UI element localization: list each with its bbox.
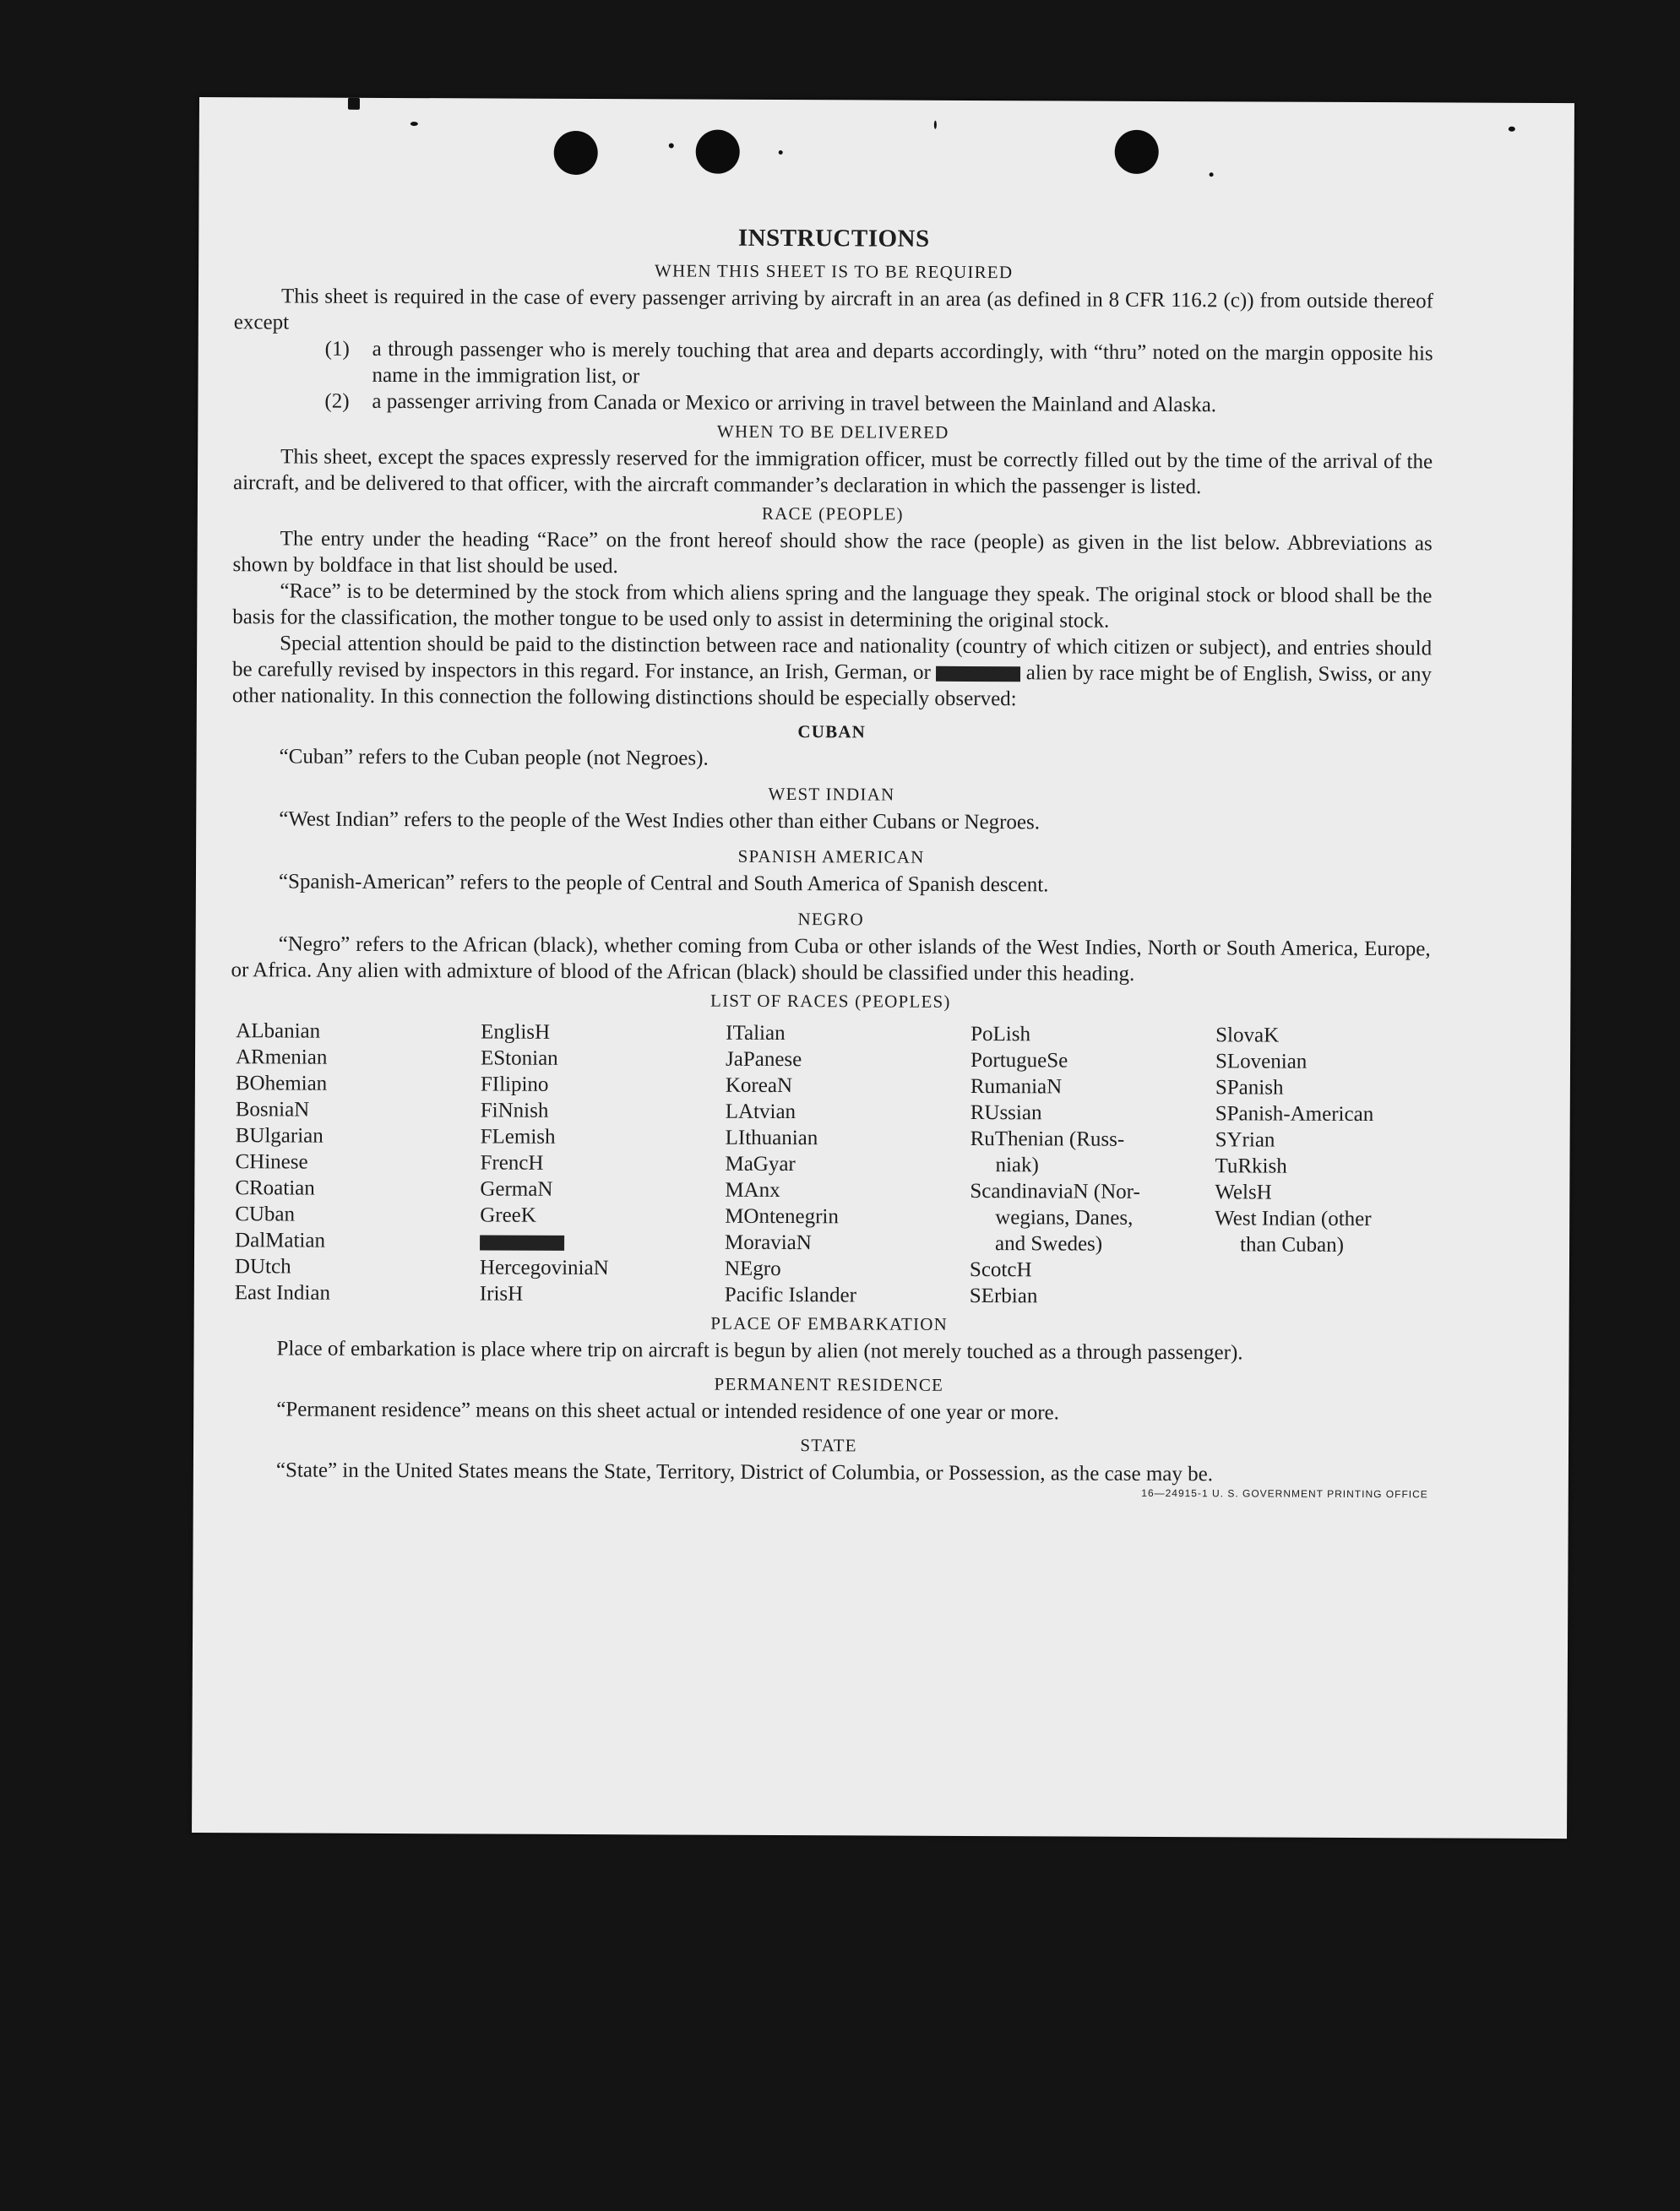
embarkation-text: Place of embarkation is place where trip on aircraft is begun by alien (not merely touched as a through passenger).: [276, 1337, 1243, 1365]
section-heading-state: STATE: [800, 1435, 857, 1456]
race-entry: JaPanese: [725, 1047, 802, 1072]
section-heading-residence: PERMANENT RESIDENCE: [714, 1373, 944, 1395]
race-entry: EStonian: [480, 1046, 558, 1070]
race-entry: CRoatian: [235, 1176, 315, 1200]
race-paragraph-3: [232, 630, 1432, 714]
race-entry-continued: wegians, Danes,: [995, 1206, 1134, 1230]
race-entry: GermaN: [480, 1177, 553, 1201]
race-entry: Pacific Islander: [724, 1283, 857, 1307]
race-entry-continued: than Cuban): [1240, 1233, 1345, 1257]
race-entry: FIlipino: [480, 1073, 549, 1096]
race-entry: ScotcH: [969, 1258, 1032, 1282]
races-column-2: [480, 1019, 726, 1307]
race-paragraph-2: “Race” is to be determined by the stock from which aliens spring and the language they speak. The original stock or blood shall be the basis for the classification, the mother tongue to be used only to assist in determining the original stock.: [232, 579, 1433, 633]
section-heading-cuban: CUBAN: [797, 721, 867, 742]
race-entry: IrisH: [479, 1282, 524, 1306]
race-entry-continued: niak): [995, 1154, 1039, 1177]
section-heading-delivered: WHEN TO BE DELIVERED: [716, 421, 949, 443]
item-number: (1): [324, 337, 350, 361]
speck: [934, 121, 937, 129]
print-code: 16—24915-1 U. S. GOVERNMENT PRINTING OFFICE: [1141, 1486, 1428, 1501]
section-heading-required: WHEN THIS SHEET IS TO BE REQUIRED: [654, 260, 1014, 283]
speck: [1509, 127, 1515, 132]
race-entry: BUlgarian: [235, 1124, 323, 1148]
instructions-content: [229, 222, 1434, 1503]
race-entry: PoLish: [970, 1022, 1031, 1046]
race-entry: FrencH: [480, 1151, 544, 1175]
race-entry: LAtvian: [725, 1100, 797, 1124]
race-entry: DUtch: [234, 1255, 291, 1279]
race-entry: WelsH: [1215, 1181, 1272, 1204]
section-heading-list-of-races: LIST OF RACES (PEOPLES): [710, 990, 951, 1012]
race-paragraph-3a: Special attention should be paid to the distinction between race and nationality (country of which citizen or subject), and entries should be carefully revised by inspectors in this regard. For instance, an Irish, German, or: [231, 632, 1433, 684]
races-list: [235, 1018, 1430, 1311]
race-entry: West Indian (other: [1215, 1207, 1372, 1231]
item-number: (2): [324, 389, 350, 413]
delivered-text: This sheet, except the spaces expressly reserved for the immigration officer, must be correctly filled out by the time of the arrival of the aircraft, and be delivered to that officer, with the aircraft commander’s declaration in which the passenger is listed.: [232, 445, 1433, 499]
speck: [348, 98, 360, 110]
west-indian-text: “West Indian” refers to the people of the West Indies other than either Cubans or Negroes.: [279, 807, 1041, 834]
races-column-5: [1215, 1022, 1460, 1311]
race-entry: SLovenian: [1215, 1050, 1308, 1073]
section-heading-embarkation: PLACE OF EMBARKATION: [710, 1312, 949, 1334]
race-entry: BOhemian: [235, 1072, 328, 1095]
section-heading-race: RACE (PEOPLE): [761, 502, 904, 524]
cuban-text: “Cuban” refers to the Cuban people (not Negroes).: [279, 745, 709, 770]
races-column-4: [970, 1021, 1215, 1310]
page-title: INSTRUCTIONS: [737, 224, 930, 253]
section-heading-negro: NEGRO: [797, 909, 864, 930]
item-text: a through passenger who is merely touching that area and departs accordingly, with “thru” noted on the margin opposite his name in the immigration list, or: [372, 337, 1433, 388]
race-entry: PortugueSe: [970, 1048, 1068, 1073]
race-entry: East Indian: [234, 1281, 331, 1305]
speck: [669, 143, 674, 148]
race-entry: BosniaN: [235, 1098, 310, 1122]
race-entry: SErbian: [969, 1284, 1038, 1308]
race-entry: MaGyar: [725, 1152, 796, 1176]
race-entry: MAnx: [725, 1178, 780, 1203]
redaction-mark: [480, 1236, 564, 1251]
document-sheet: [192, 97, 1574, 1839]
race-entry: RUssian: [970, 1100, 1042, 1125]
race-entry: MoraviaN: [725, 1230, 812, 1255]
item-text: a passenger arriving from Canada or Mexico or arriving in travel between the Mainland and Alaska.: [372, 389, 1217, 417]
section-heading-west-indian: WEST INDIAN: [768, 783, 895, 805]
section-heading-spanish-american: SPANISH AMERICAN: [737, 845, 925, 867]
race-paragraph-1: The entry under the heading “Race” on the front hereof should show the race (people) as given in the list below. Abbreviations as shown by boldface in that list should be used.: [232, 527, 1433, 579]
race-entry: HercegoviniaN: [479, 1256, 609, 1280]
punch-hole: [554, 131, 598, 175]
race-entry: ALbanian: [236, 1019, 321, 1043]
redaction-mark: [936, 666, 1020, 682]
punch-hole: [1115, 130, 1159, 174]
race-entry: CUban: [235, 1203, 296, 1226]
required-intro: This sheet is required in the case of every passenger arriving by aircraft in an area (as defined in 8 CFR 116.2 (c)) from outside thereof except: [233, 285, 1434, 334]
race-entry: SlovaK: [1215, 1024, 1280, 1047]
race-entry: FiNnish: [480, 1099, 549, 1122]
race-entry: CHinese: [235, 1150, 308, 1174]
races-column-1: [235, 1018, 481, 1306]
race-entry: GreeK: [480, 1203, 536, 1227]
race-entry: KoreaN: [725, 1073, 793, 1098]
race-entry: RuThenian (Russ-: [970, 1127, 1125, 1151]
exception-item-1: [324, 336, 1433, 394]
race-entry: RumaniaN: [970, 1074, 1063, 1099]
race-entry: FLemish: [480, 1125, 556, 1149]
punch-hole: [696, 130, 740, 174]
speck: [779, 150, 783, 155]
speck: [410, 122, 418, 126]
races-column-3: [725, 1020, 970, 1309]
residence-text: “Permanent residence” means on this sheet actual or intended residence of one year or more.: [276, 1398, 1059, 1425]
race-entry: ITalian: [726, 1021, 786, 1046]
exception-item-2: [324, 388, 1433, 420]
race-entry: NEgro: [724, 1257, 781, 1281]
state-text: “State” in the United States means the State, Territory, District of Columbia, or Possession, as the case may be.: [275, 1459, 1214, 1486]
negro-text: “Negro” refers to the African (black), whether coming from Cuba or other islands of the West Indies, North or South America, Europe, or Africa. Any alien with admixture of blood of the African (black) should be classified under this heading.: [231, 932, 1431, 986]
race-entry: ScandinaviaN (Nor-: [970, 1179, 1140, 1203]
race-entry: TuRkish: [1215, 1154, 1287, 1178]
race-entry: SPanish: [1215, 1076, 1284, 1100]
speck: [1210, 172, 1214, 177]
race-paragraph-3b: alien by race might be of English, Swiss, or any other nationality. In this connection the following distinctions should be especially observed:: [231, 661, 1433, 711]
race-entry: MOntenegrin: [725, 1204, 839, 1229]
race-entry-continued: and Swedes): [995, 1232, 1103, 1256]
race-entry: SPanish-American: [1215, 1102, 1374, 1127]
race-entry: SYrian: [1215, 1128, 1275, 1152]
race-entry-redacted: [480, 1228, 725, 1255]
race-entry: EnglisH: [481, 1020, 551, 1044]
race-entry: DalMatian: [235, 1229, 326, 1252]
spanish-american-text: “Spanish-American” refers to the people of Central and South America of Spanish descent.: [278, 870, 1049, 897]
race-entry: ARmenian: [235, 1046, 328, 1069]
race-entry: LIthuanian: [725, 1126, 818, 1150]
